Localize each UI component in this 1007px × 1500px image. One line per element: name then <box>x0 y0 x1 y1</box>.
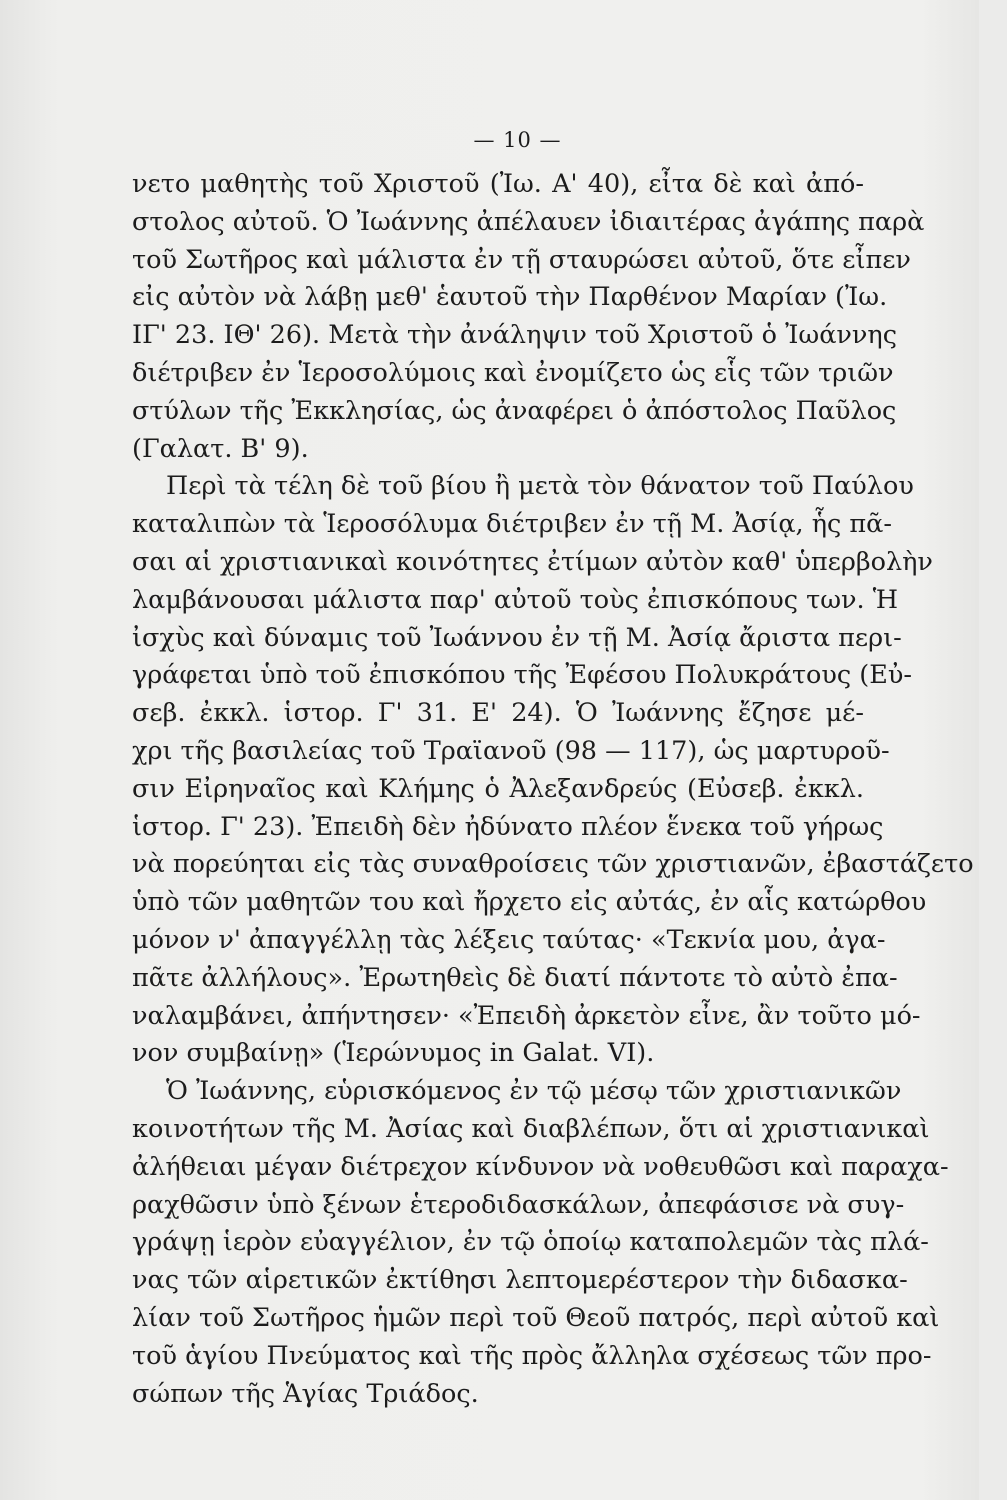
page-number: — 10 — <box>473 128 562 152</box>
text-line: νας τῶν αἱρετικῶν ἐκτίθησι λεπτομερέστερον τὴν διδασκα- <box>132 1265 908 1296</box>
text-line: νον συμβαίνῃ» (Ἱερώνυμος in Galat. VI). <box>132 1038 655 1069</box>
text-line: τοῦ Σωτῆρος καὶ μάλιστα ἐν τῇ σταυρώσει αὐτοῦ, ὅτε εἶπεν <box>132 244 911 275</box>
text-line: ἀλήθειαι μέγαν διέτρεχον κίνδυνον νὰ νοθευθῶσι καὶ παραχα- <box>132 1151 949 1182</box>
text-line: σαι αἱ χριστιανικαὶ κοινότητες ἐτίμων αὐτὸν καθ' ὑπερβολὴν <box>132 546 933 577</box>
text-line: λαμβάνουσαι μάλιστα παρ' αὐτοῦ τοὺς ἐπισκόπους των. Ἡ <box>132 584 899 615</box>
text-line: γράφεται ὑπὸ τοῦ ἐπισκόπου τῆς Ἐφέσου Πολυκράτους (Εὐ- <box>132 660 912 691</box>
text-line: νὰ πορεύηται εἰς τὰς συναθροίσεις τῶν χριστιανῶν, ἐβαστάζετο <box>132 849 974 880</box>
text-line: γράψῃ ἱερὸν εὐαγγέλιον, ἐν τῷ ὁποίῳ καταπολεμῶν τὰς πλά- <box>132 1227 929 1258</box>
text-line: (Γαλατ. Β' 9). <box>132 433 309 464</box>
text-line: σιν Εἰρηναῖος καὶ Κλήμης ὁ Ἀλεξανδρεύς (Εὐσεβ. ἐκκλ. <box>132 773 864 804</box>
text-line: ἱστορ. Γ' 23). Ἐπειδὴ δὲν ἠδύνατο πλέον ἕνεκα τοῦ γήρως <box>132 811 884 842</box>
text-line: ἰσχὺς καὶ δύναμις τοῦ Ἰωάννου ἐν τῇ Μ. Ἀσίᾳ ἄριστα περι- <box>132 622 902 653</box>
text-line: εἰς αὐτὸν νὰ λάβῃ μεθ' ἑαυτοῦ τὴν Παρθένον Μαρίαν (Ἰω. <box>132 282 888 313</box>
text-line: Ὁ Ἰωάννης, εὑρισκόμενος ἐν τῷ μέσῳ τῶν χριστιανικῶν <box>166 1076 902 1107</box>
text-line: τοῦ ἁγίου Πνεύματος καὶ τῆς πρὸς ἄλληλα σχέσεως τῶν προ- <box>132 1340 932 1371</box>
text-line: ΙΓ' 23. ΙΘ' 26). Μετὰ τὴν ἀνάληψιν τοῦ Χριστοῦ ὁ Ἰωάννης <box>132 320 897 351</box>
text-line: λίαν τοῦ Σωτῆρος ἡμῶν περὶ τοῦ Θεοῦ πατρός, περὶ αὐτοῦ καὶ <box>132 1302 940 1333</box>
text-line: Περὶ τὰ τέλη δὲ τοῦ βίου ἢ μετὰ τὸν θάνατον τοῦ Παύλου <box>166 471 914 502</box>
text-line: στολος αὐτοῦ. Ὁ Ἰωάννης ἀπέλαυεν ἰδιαιτέρας ἀγάπης παρὰ <box>132 206 925 237</box>
text-line: καταλιπὼν τὰ Ἱεροσόλυμα διέτριβεν ἐν τῇ Μ. Ἀσίᾳ, ἧς πᾶ- <box>132 509 893 540</box>
text-line: ὑπὸ τῶν μαθητῶν του καὶ ἤρχετο εἰς αὐτάς, ἐν αἷς κατώρθου <box>132 887 927 918</box>
text-line: μόνον ν' ἀπαγγέλλῃ τὰς λέξεις ταύτας· «Τεκνία μου, ἀγα- <box>132 924 886 955</box>
text-line: χρι τῆς βασιλείας τοῦ Τραϊανοῦ (98 — 117), ὡς μαρτυροῦ- <box>132 735 890 766</box>
text-line: κοινοτήτων τῆς Μ. Ἀσίας καὶ διαβλέπων, ὅτι αἱ χριστιανικαὶ <box>132 1113 930 1144</box>
text-line: πᾶτε ἀλλήλους». Ἐρωτηθεὶς δὲ διατί πάντοτε τὸ αὐτὸ ἐπα- <box>132 962 898 993</box>
text-line: διέτριβεν ἐν Ἱεροσολύμοις καὶ ἐνομίζετο ὡς εἷς τῶν τριῶν <box>132 357 894 388</box>
text-line: ναλαμβάνει, ἀπήντησεν· «Ἐπειδὴ ἀρκετὸν εἶνε, ἂν τοῦτο μό- <box>132 1000 921 1031</box>
text-line: νετο μαθητὴς τοῦ Χριστοῦ (Ἰω. Α' 40), εἶτα δὲ καὶ ἀπό- <box>132 169 864 199</box>
body-text <box>132 166 974 1413</box>
text-line: σεβ. ἐκκλ. ἱστορ. Γ' 31. Ε' 24). Ὁ Ἰωάννης ἔζησε μέ- <box>132 698 864 729</box>
text-line: ραχθῶσιν ὑπὸ ξένων ἑτεροδιδασκάλων, ἀπεφάσισε νὰ συγ- <box>132 1189 905 1220</box>
text-line: στύλων τῆς Ἐκκλησίας, ὡς ἀναφέρει ὁ ἀπόστολος Παῦλος <box>132 395 897 426</box>
text-line: σώπων τῆς Ἁγίας Τριάδος. <box>132 1378 479 1409</box>
